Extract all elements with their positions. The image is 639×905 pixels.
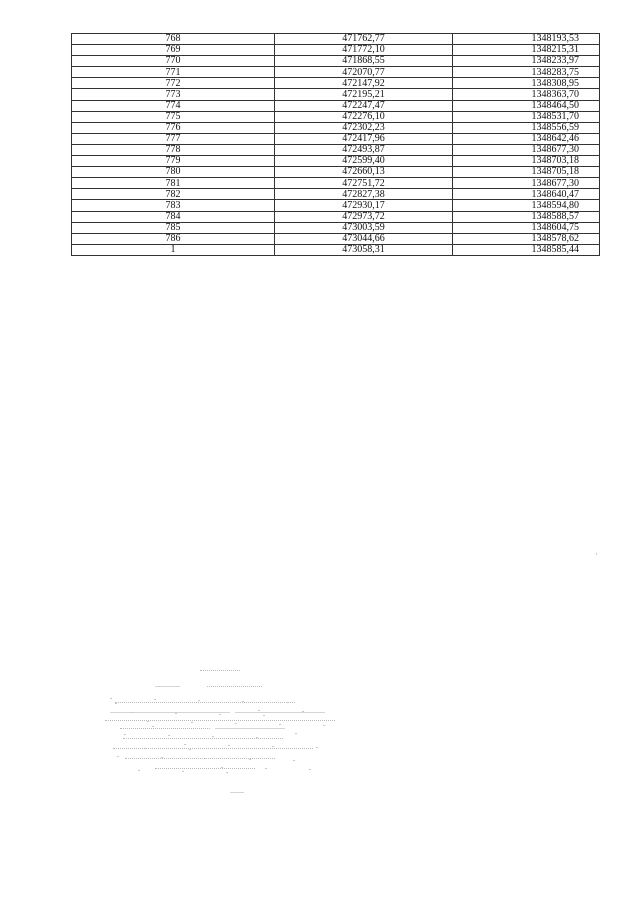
stamp-speck — [212, 736, 214, 737]
x-coordinate-cell: 472751,72 — [275, 178, 453, 189]
stamp-stroke — [110, 712, 230, 713]
stamp-speck — [184, 744, 186, 745]
stamp-speck — [258, 710, 260, 711]
stamp-speck — [152, 726, 154, 727]
table-row — [72, 200, 600, 211]
stamp-speck — [161, 757, 163, 758]
stamp-speck — [198, 700, 200, 701]
x-coordinate-cell: 471762,77 — [275, 34, 453, 45]
stamp-speck — [249, 759, 251, 760]
point-number-cell: 771 — [72, 67, 275, 78]
stamp-speck — [110, 698, 112, 699]
stamp-stroke — [230, 792, 244, 793]
y-coordinate-cell: 1348588,57 — [453, 211, 600, 222]
table-row — [72, 34, 600, 45]
x-coordinate-cell: 472302,23 — [275, 122, 453, 133]
stamp-speck — [175, 713, 177, 714]
point-number-cell: 780 — [72, 167, 275, 178]
x-coordinate-cell: 471868,55 — [275, 56, 453, 67]
y-coordinate-cell: 1348594,80 — [453, 200, 600, 211]
point-number-cell: 1 — [72, 244, 275, 255]
stamp-speck — [205, 758, 207, 759]
stamp-speck — [226, 772, 228, 773]
table-row — [72, 244, 600, 255]
stamp-speck — [219, 714, 221, 715]
table-row — [72, 156, 600, 167]
point-number-cell: 778 — [72, 144, 275, 155]
x-coordinate-cell: 472660,13 — [275, 167, 453, 178]
y-coordinate-cell: 1348585,44 — [453, 244, 600, 255]
stamp-speck — [263, 715, 265, 716]
point-number-cell: 786 — [72, 233, 275, 244]
point-number-cell: 779 — [72, 156, 275, 167]
stamp-stroke — [235, 712, 325, 713]
stamp-speck — [124, 734, 126, 735]
y-coordinate-cell: 1348604,75 — [453, 222, 600, 233]
stamp-speck — [191, 722, 193, 723]
x-coordinate-cell: 472276,10 — [275, 111, 453, 122]
stamp-speck — [316, 747, 318, 748]
stamp-speck — [323, 725, 325, 726]
stamp-speck — [309, 769, 311, 770]
x-coordinate-cell: 472973,72 — [275, 211, 453, 222]
table-row — [72, 122, 600, 133]
stamp-speck — [242, 701, 244, 702]
stamp-speck — [117, 756, 119, 757]
point-number-cell: 775 — [72, 111, 275, 122]
point-number-cell: 770 — [72, 56, 275, 67]
x-coordinate-cell: 472417,96 — [275, 133, 453, 144]
stamp-stroke — [123, 738, 283, 739]
table-row — [72, 133, 600, 144]
y-coordinate-cell: 1348363,70 — [453, 89, 600, 100]
x-coordinate-cell: 473003,59 — [275, 222, 453, 233]
faded-stamp-icon — [95, 668, 335, 798]
table-row — [72, 56, 600, 67]
y-coordinate-cell: 1348233,97 — [453, 56, 600, 67]
stamp-stroke — [120, 728, 210, 729]
table-row — [72, 100, 600, 111]
stamp-speck — [235, 723, 237, 724]
y-coordinate-cell: 1348215,31 — [453, 45, 600, 56]
stamp-speck — [115, 703, 117, 704]
stamp-stroke — [200, 670, 240, 671]
y-coordinate-cell: 1348283,75 — [453, 67, 600, 78]
stamp-speck — [189, 749, 191, 750]
stamp-speck — [221, 767, 223, 768]
point-number-cell: 782 — [72, 189, 275, 200]
table-row — [72, 78, 600, 89]
y-coordinate-cell: 1348556,59 — [453, 122, 600, 133]
stamp-stroke — [207, 686, 262, 687]
x-coordinate-cell: 472195,21 — [275, 89, 453, 100]
x-coordinate-cell: 472930,17 — [275, 200, 453, 211]
stamp-speck — [265, 768, 267, 769]
scan-speck — [596, 553, 597, 555]
y-coordinate-cell: 1348642,46 — [453, 133, 600, 144]
table-row — [72, 189, 600, 200]
coordinates-table — [71, 33, 600, 256]
point-number-cell: 768 — [72, 34, 275, 45]
stamp-speck — [168, 735, 170, 736]
stamp-speck — [182, 771, 184, 772]
stamp-stroke — [155, 686, 180, 687]
table-row — [72, 178, 600, 189]
stamp-speck — [272, 746, 274, 747]
x-coordinate-cell: 472070,77 — [275, 67, 453, 78]
point-number-cell: 784 — [72, 211, 275, 222]
point-number-cell: 783 — [72, 200, 275, 211]
stamp-stroke — [125, 758, 275, 759]
stamp-speck — [145, 748, 147, 749]
point-number-cell: 776 — [72, 122, 275, 133]
stamp-speck — [295, 733, 297, 734]
table-row — [72, 111, 600, 122]
stamp-speck — [286, 702, 288, 703]
table-row — [72, 67, 600, 78]
coordinates-table-body — [72, 34, 600, 256]
table-row — [72, 144, 600, 155]
stamp-stroke — [215, 728, 285, 729]
x-coordinate-cell: 472493,87 — [275, 144, 453, 155]
stamp-speck — [138, 770, 140, 771]
stamp-speck — [154, 699, 156, 700]
point-number-cell: 781 — [72, 178, 275, 189]
stamp-stroke — [155, 768, 255, 769]
stamp-speck — [147, 721, 149, 722]
stamp-speck — [293, 760, 295, 761]
stamp-speck — [302, 711, 304, 712]
table-row — [72, 211, 600, 222]
x-coordinate-cell: 472599,40 — [275, 156, 453, 167]
y-coordinate-cell: 1348531,70 — [453, 111, 600, 122]
y-coordinate-cell: 1348464,50 — [453, 100, 600, 111]
stamp-stroke — [105, 720, 335, 721]
stamp-speck — [228, 745, 230, 746]
y-coordinate-cell: 1348677,30 — [453, 144, 600, 155]
x-coordinate-cell: 472147,92 — [275, 78, 453, 89]
y-coordinate-cell: 1348578,62 — [453, 233, 600, 244]
point-number-cell: 773 — [72, 89, 275, 100]
stamp-speck — [256, 737, 258, 738]
x-coordinate-cell: 472827,38 — [275, 189, 453, 200]
stamp-stroke — [113, 748, 313, 749]
y-coordinate-cell: 1348193,53 — [453, 34, 600, 45]
point-number-cell: 785 — [72, 222, 275, 233]
y-coordinate-cell: 1348705,18 — [453, 167, 600, 178]
point-number-cell: 774 — [72, 100, 275, 111]
y-coordinate-cell: 1348677,30 — [453, 178, 600, 189]
x-coordinate-cell: 472247,47 — [275, 100, 453, 111]
y-coordinate-cell: 1348703,18 — [453, 156, 600, 167]
table-row — [72, 233, 600, 244]
point-number-cell: 769 — [72, 45, 275, 56]
table-row — [72, 222, 600, 233]
point-number-cell: 777 — [72, 133, 275, 144]
stamp-speck — [131, 712, 133, 713]
x-coordinate-cell: 473044,66 — [275, 233, 453, 244]
stamp-speck — [279, 724, 281, 725]
y-coordinate-cell: 1348308,95 — [453, 78, 600, 89]
x-coordinate-cell: 471772,10 — [275, 45, 453, 56]
stamp-stroke — [115, 702, 295, 703]
point-number-cell: 772 — [72, 78, 275, 89]
table-row — [72, 89, 600, 100]
table-row — [72, 45, 600, 56]
table-row — [72, 167, 600, 178]
y-coordinate-cell: 1348640,47 — [453, 189, 600, 200]
x-coordinate-cell: 473058,31 — [275, 244, 453, 255]
